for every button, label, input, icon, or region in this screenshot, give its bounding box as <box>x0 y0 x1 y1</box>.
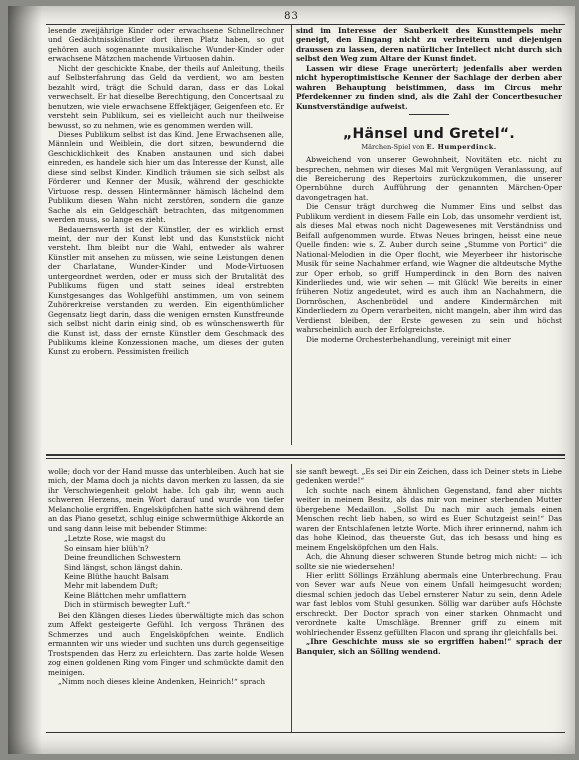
article-column-upper-left <box>48 26 284 357</box>
poem-line: Deine freundlichen Schwestern <box>64 553 181 563</box>
article-title: „Hänsel und Gretel“. <box>342 126 516 143</box>
column-divider-lower <box>291 464 292 732</box>
paragraph: lesende zweijährige Kinder oder erwachsene Schnellrechner und Gedächtnisskünstler dort ihren Platz haben, so gut gehören auch sogenannte musikalische Wunder-Kinder oder erwachsene Mätzchen machende Virtuosen dahin. <box>48 26 284 64</box>
paragraph: Lassen wir diese Frage unerörtert; jedenfalls aber werden nicht hyperoptimistische Kenner der Sachlage der derben aber wahren Behauptung beistimmen, dass im Circus mehr Pferdekenner zu finden sind, als die Zahl der Concertbesucher Kunstverständige aufweist. <box>296 63 562 111</box>
section-separator <box>46 454 565 456</box>
paragraph: Nicht der geschickte Knabe, der theils auf Anleitung, theils auf Selbsterfahrung das Geld da verdient, wo am besten bezahlt wird, trägt die Schuld daran, dass er das Lokal verwechselt. Er hat dieselbe Berechtigung, den Concertsaal zu benutzen, wie viele erwachsene Effektjäger, Geigenfeen etc. Er versteht sein Publikum, sei es vielleicht auch nur theilweise bewusst, so zu nehmen, wie es genommen werden will. <box>48 63 284 130</box>
bottom-rule <box>46 732 565 733</box>
top-rule <box>46 24 565 25</box>
story-column-lower-right <box>296 467 562 656</box>
paragraph: „Ihre Geschichte muss sie so ergriffen haben!“ sprach der Banquier, sich an Sölling wendend. <box>296 637 562 656</box>
paragraph: Die Censur trägt durchweg die Nummer Eins und selbst das Publikum verdient in diesem Falle ein Lob, das unsomehr verdient ist, als dieses Mal etwas noch nicht Dagewesenes mit Verständniss und Beifall aufgenommen wurde. Etwas Neues bringen, heisst eine neue Quelle finden: wie s. Z. Auber durch seine „Stumme von Portici“ die National-Melodien in die Oper flocht, wie Meyerbeer ihr historische Musik für seine Nachahmer erfand, wie Wagner die altdeutsche Mythe zur Oper erhob, so griff Humperdinck in den Born des naiven Kinderliedes und, wie wir sehen — mit Glück! Wie bereits in einer früheren Notiz angedeutet, wird es auch ihm an Nachahmern, die Dornröschen, Aschenbrödel und andere Kindermärchen mit Kinderliedern zu Opern verarbeiten, nicht mangeln, aber ihm wird das Verdienst bleiben, der Erste gewesen zu sein und höchst wahrscheinlich auch der Erfolgreichste. <box>296 202 562 335</box>
paragraph: Dieses Publikum selbst ist das Kind. Jene Erwachsenen alle, Männlein und Weiblein, die dort sitzen, bewundernd die Geschicklichkeit des Knaben anstaunen und sich dabei einreden, es handele sich hier um das Interesse der Kunst, alle diese sind selbst Kinder. Kindlich träumen sie sich selbst als Förderer und Kenner der Musik, während der geschickte Virtuose resp. dessen Hintermänner hämisch lächelnd dem Publikum diesen Wahn nicht zerstören, sondern die ganze Sache als ein Geldgeschäft betrachten, das mitgenommen werden muss, so lange es zieht. <box>48 129 284 225</box>
column-divider-upper <box>291 25 292 445</box>
paragraph: Die moderne Orchesterbehandlung, vereinigt mit einer <box>306 334 511 344</box>
section-separator-thin <box>46 458 565 459</box>
subtitle-author: E. Humperdinck. <box>426 143 497 152</box>
poem-line: Mehr mit labendem Duft; <box>64 581 159 591</box>
paragraph: Ach, die Ahnung dieser schweren Stunde betrog mich nicht: — ich sollte sie nie wiedersehen! <box>296 552 562 571</box>
subtitle-prefix: Märchen-Spiel von <box>361 143 425 152</box>
paragraph: wolle; doch vor der Hand musse das unterbleiben. Auch hat sie mich, der Mama doch ja nichts davon merken zu lassen, da sie ihr Verschwiegenheit gelobt habe. Ich gab ihr, wenn auch schweren Herzens, mein Wort darauf und wurde von tiefer Melancholie ergriffen. Engelsköpfchen hatte sich während dem an das Piano gesetzt, schlug einige schwermüthige Akkorde an und sang dann leise mit bebender Stimme: <box>48 467 284 533</box>
divider <box>409 114 449 115</box>
paragraph: Bedauernswerth ist der Künstler, der es wirklich ernst meint, der nur der Kunst lebt und das Kunststück nicht versteht. Ihm bleibt nur die Wahl, entweder als wahrer Künstler mit ansehen zu müssen, wie seine Leistungen denen der Charlatane, Wunder-Kinder und Mode-Virtuosen untergeordnet werden, oder er muss sich der Brutalität des Publikums fügen und statt seines ideal erstrebten Kunstgesanges das Wohlgefühl anstimmen, um von seinem Zuhörerkreise verstanden zu werden. Ein eigenthümlicher Gegensatz liegt darin, dass die wenigen ernsten Kunstfreunde sich selbst nicht darin einig sind, ob es wünschenswerth für die Kunst ist, dass der ernste Künstler dem Geschmack des Publikums kleine Konzessionen mache, um dieses der guten Kunst zu erobern. Pessimisten freilich <box>48 224 284 357</box>
paragraph: Hier erlitt Söllings Erzählung abermals eine Unterbrechung. Frau von Sever war aufs Neue von einem Unfall heimgesucht worden; diesmal schien jedoch das Uebel ernsterer Natur zu sein, denn Adele war fast leblos vom Stuhl gesunken. Söllig war darüber aufs Höchste erschreckt. Der Doctor sprach von einer starken Ohnmacht und verordnete kalte Umschläge. Brenner griff zu einem mit wohlriechender Essenz gefüllten Flacon und sprang ihr gleichfalls bei. <box>296 570 562 637</box>
paragraph: sie sanft bewegt. „Es sei Dir ein Zeichen, dass ich Deiner stets in Liebe gedenken werde!“ <box>296 467 562 486</box>
paragraph: sind im Interesse der Sauberkeit des Kunsttempels mehr geneigt, den Eingang nicht zu verbreitern und diejenigen draussen zu lassen, deren natürlicher Intellect nicht durch sich selbst den Weg zum Altare der Kunst findet. <box>296 26 562 64</box>
poem-line: Keine Blüthe haucht Balsam <box>64 571 169 581</box>
poem-line: Dich in stürmisch bewegter Luft.“ <box>64 600 191 610</box>
poem-line: „Letzte Rose, wie magst du <box>64 534 166 544</box>
poem-line: Sind längst, schon längst dahin. <box>64 562 183 572</box>
poem <box>64 534 284 610</box>
newspaper-page <box>8 6 575 754</box>
story-column-lower-left <box>48 467 284 686</box>
article-column-upper-right <box>296 26 562 344</box>
poem-line: So einsam hier blüh'n? <box>64 543 149 553</box>
article-subtitle <box>296 143 562 152</box>
paragraph: Bei den Klängen dieses Liedes überwältigte mich das schon zum Affekt gesteigerte Gefühl. Ich vergoss Thränen des Schmerzes und auch Engelsköpfchen weinte. Endlich ermannten wir uns wieder und suchten uns durch gegenseitige Trostspenden das Herz zu erleichtern. Das zarte holde Wesen zog einen goldenen Ring vom Finger und schmückte damit den meinigen. <box>48 610 284 677</box>
paragraph: Ich suchte nach einem ähnlichen Gegenstand, fand aber nichts weiter in meinem Besitz, als das mir von meiner sterbenden Mutter übergebene Medaillon. „Sollst Du nach mir auch jemals einen Menschen recht lieb haben, so wird es Euer Schutzgeist sein!“ Das waren der Entschlafenen letzte Worte. Mich ihrer erinnernd, nahm ich das hohe Kleinod, das theuerste Gut, das ich besass und hing es meinem Engelsköpfchen um den Hals. <box>296 485 562 552</box>
page-number: 83 <box>284 11 299 22</box>
poem-line: Keine Blättchen mehr umflattern <box>64 590 187 600</box>
paragraph: Abweichend von unserer Gewohnheit, Novitäten etc. nicht zu besprechen, nehmen wir dieses Mal mit Vergnügen Veranlassung, auf die Bereicherung des Repertoirs zurückzukommen, die unserer Opernbühne durch Aufführung der genannten Märchen-Oper davongetragen hat. <box>296 155 562 202</box>
paragraph: „Nimm noch dieses kleine Andenken, Heinrich!“ sprach <box>58 676 266 686</box>
